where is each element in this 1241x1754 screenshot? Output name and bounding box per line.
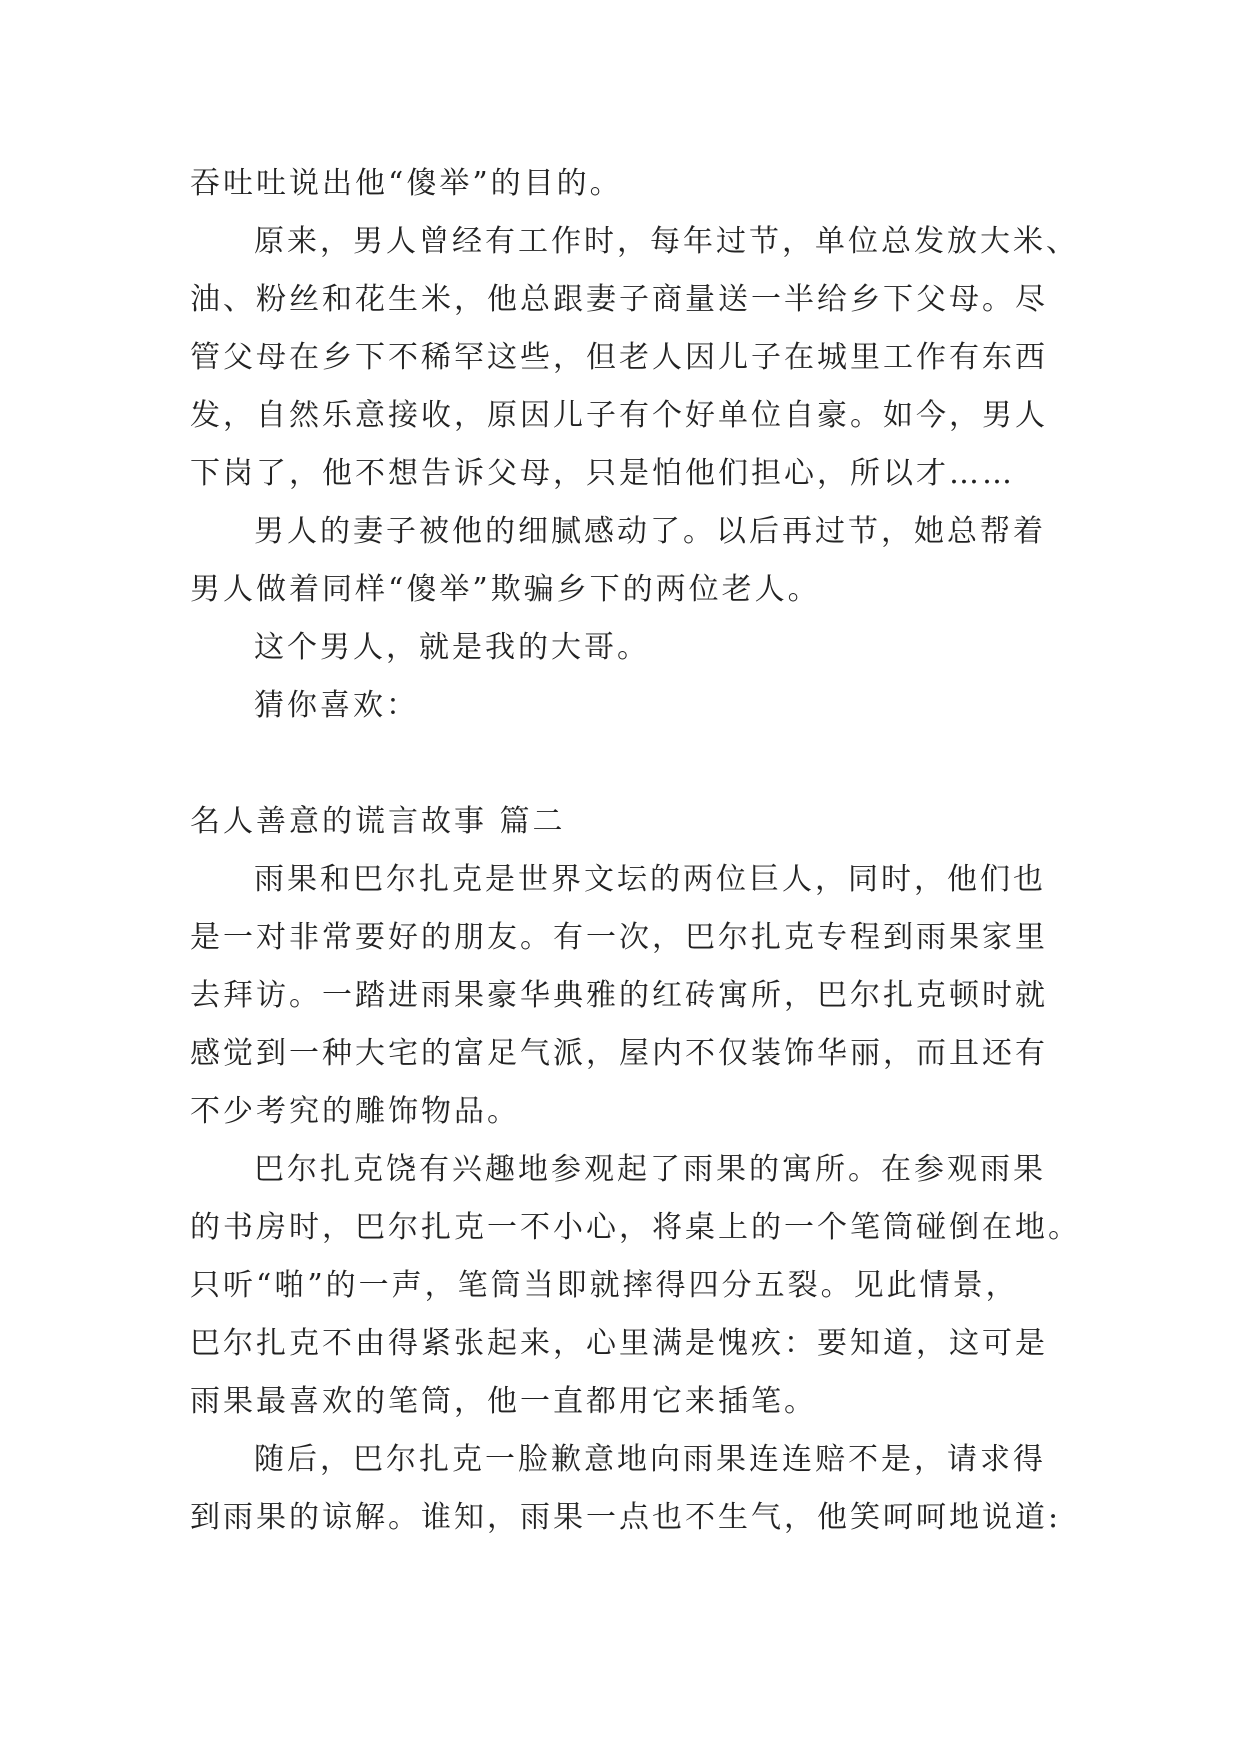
blank-line <box>190 735 1060 793</box>
text-line: 去拜访。一踏进雨果豪华典雅的红砖寓所，巴尔扎克顿时就 <box>190 978 1048 1013</box>
text-line: 发，自然乐意接收，原因儿子有个好单位自豪。如今，男人 <box>190 398 1048 433</box>
text-line: 是一对非常要好的朋友。有一次，巴尔扎克专程到雨果家里 <box>190 920 1048 955</box>
text-line: 男人的妻子被他的细腻感动了。以后再过节，她总帮着 <box>254 514 1046 549</box>
text-line: 下岗了，他不想告诉父母，只是怕他们担心，所以才…… <box>190 456 1015 491</box>
text-line: 感觉到一种大宅的富足气派，屋内不仅装饰华丽，而且还有 <box>190 1036 1048 1071</box>
text-line: 只听“啪”的一声，笔筒当即就摔得四分五裂。见此情景， <box>190 1268 1019 1303</box>
section-title: 名人善意的谎言故事 篇二 <box>190 804 566 839</box>
document-body <box>190 155 1081 1547</box>
text-line: 到雨果的谅解。谁知，雨果一点也不生气，他笑呵呵地说道: <box>190 1500 1062 1535</box>
text-line: 巴尔扎克饶有兴趣地参观起了雨果的寓所。在参观雨果 <box>254 1152 1046 1187</box>
text-line: 不少考究的雕饰物品。 <box>190 1094 520 1129</box>
text-line: 猜你喜欢： <box>254 688 419 723</box>
text-line: 的书房时，巴尔扎克一不小心，将桌上的一个笔筒碰倒在地。 <box>190 1210 1081 1245</box>
text-line: 随后，巴尔扎克一脸歉意地向雨果连连赔不是，请求得 <box>254 1442 1046 1477</box>
text-line: 原来，男人曾经有工作时，每年过节，单位总发放大米、 <box>254 224 1079 259</box>
text-line: 雨果和巴尔扎克是世界文坛的两位巨人，同时，他们也 <box>254 862 1046 897</box>
text-line: 这个男人，就是我的大哥。 <box>254 630 650 665</box>
text-line: 巴尔扎克不由得紧张起来，心里满是愧疚：要知道，这可是 <box>190 1326 1048 1361</box>
text-line: 管父母在乡下不稀罕这些，但老人因儿子在城里工作有东西 <box>190 340 1048 375</box>
text-line: 吞吐吐说出他“傻举”的目的。 <box>190 166 623 201</box>
text-line: 男人做着同样“傻举”欺骗乡下的两位老人。 <box>190 572 821 607</box>
text-line: 雨果最喜欢的笔筒，他一直都用它来插笔。 <box>190 1384 817 1419</box>
text-line: 油、粉丝和花生米，他总跟妻子商量送一半给乡下父母。尽 <box>190 282 1048 317</box>
